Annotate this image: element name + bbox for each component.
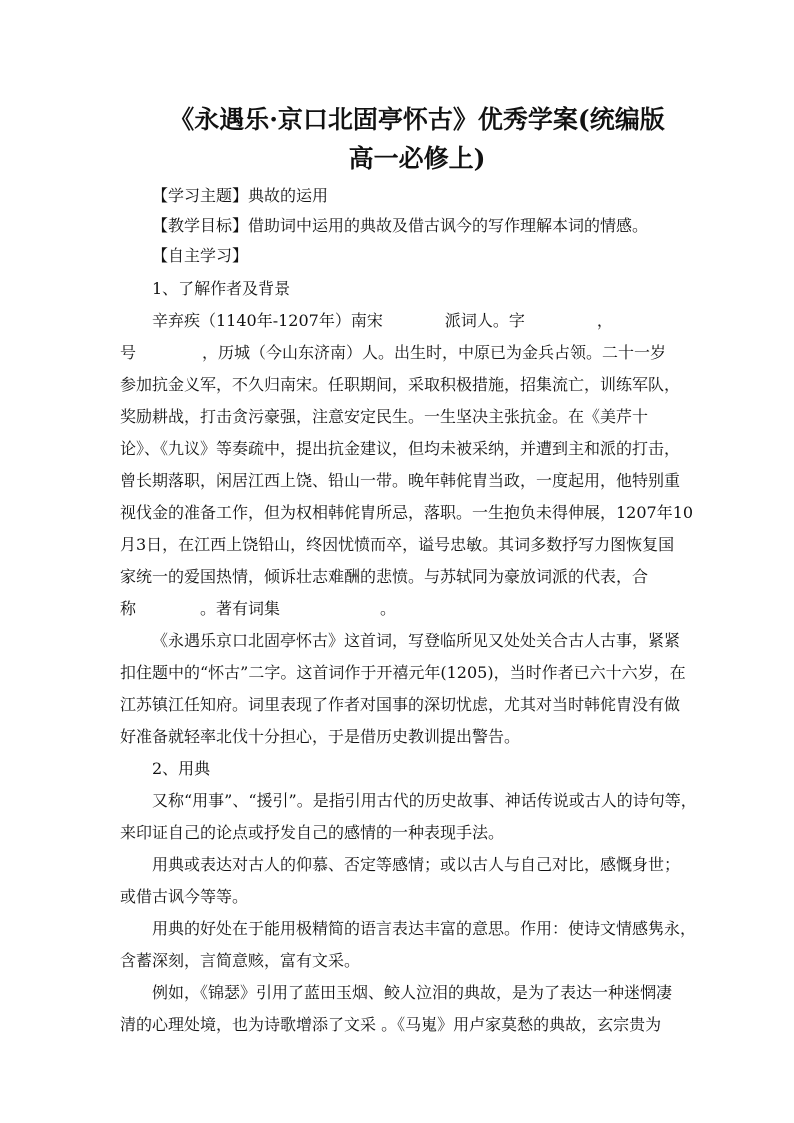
paragraph-line <box>152 310 680 332</box>
text-segment: 称 <box>120 599 137 618</box>
paragraph-line: 奖励耕战，打击贪污豪强，注意安定民生。一生坚决主张抗金。在《美芹十 <box>120 407 649 426</box>
paragraph-line: 《永遇乐京口北固亭怀古》这首词，写登临所见又处处关合古人古事，紧紧 <box>152 631 681 650</box>
section-self-study: 【自主学习】 <box>152 246 249 265</box>
paragraph-line: 好准备就轻率北伐十分担心，于是借历史教训提出警告。 <box>120 727 521 746</box>
paragraph-line: 清的心理处境，也为诗歌增添了文采 。《马嵬》用卢家莫愁的典故，玄宗贵为 <box>120 1015 662 1034</box>
paragraph-line: 含蓄深刻，言简意赅，富有文采。 <box>120 951 361 970</box>
text-segment: 。 <box>380 599 397 618</box>
text-segment: ， <box>596 311 613 330</box>
section-theme: 【学习主题】典故的运用 <box>152 186 329 205</box>
text-segment: 号 <box>120 343 137 362</box>
section-goal: 【教学目标】借助词中运用的典故及借古讽今的写作理解本词的情感。 <box>152 216 649 235</box>
paragraph-line: 论》、《九议》等奏疏中，提出抗金建议，但均未被采纳，并遭到主和派的打击， <box>120 439 681 458</box>
paragraph-line: 又称“用事”、“援引”。是指引用古代的历史故事、神话传说或古人的诗句等， <box>152 791 697 810</box>
text-segment: 。著有词集 <box>200 599 281 618</box>
paragraph-line: 用典或表达对古人的仰慕、否定等感情；或以古人与自己对比，感慨身世； <box>152 855 681 874</box>
paragraph-line: 参加抗金义军，不久归南宋。任职期间，采取积极措施，招集流亡，训练军队， <box>120 375 681 394</box>
part2-heading: 2、用典 <box>152 759 211 778</box>
part1-heading: 1、了解作者及背景 <box>152 279 291 298</box>
document-title-line-2: 高一必修上) <box>348 144 486 173</box>
paragraph-line: 江苏镇江任知府。词里表现了作者对国事的深切忧虑，尤其对当时韩侂胄没有做 <box>120 695 681 714</box>
paragraph-line: 视伐金的准备工作，但为权相韩侂胄所忌，落职。一生抱负未得伸展，1207年10 <box>120 503 694 522</box>
paragraph-line: 家统一的爱国热情，倾诉壮志难酬的悲愤。与苏轼同为豪放词派的代表，合 <box>120 567 649 586</box>
paragraph-line <box>120 598 680 620</box>
text-segment: 辛弃疾（1140年-1207年）南宋 <box>152 311 383 330</box>
paragraph-line: 或借古讽今等等。 <box>120 887 249 906</box>
text-segment: 派词人。字 <box>444 311 525 330</box>
paragraph-line: 例如，《锦瑟》引用了蓝田玉烟、鲛人泣泪的典故，是为了表达一种迷惘凄 <box>152 983 673 1002</box>
paragraph-line: 扣住题中的“怀古”二字。这首词作于开禧元年(1205)，当时作者已六十六岁，在 <box>120 663 686 682</box>
paragraph-line: 用典的好处在于能用极精简的语言表达丰富的意思。作用：使诗文情感隽永， <box>152 919 697 938</box>
paragraph-line <box>120 342 680 364</box>
paragraph-line: 曾长期落职，闲居江西上饶、铅山一带。晚年韩侂胄当政，一度起用，他特别重 <box>120 471 681 490</box>
text-segment: ，历城（今山东济南）人。出生时，中原已为金兵占领。二十一岁 <box>202 343 667 362</box>
document-title-line-1: 《永遇乐·京口北固亭怀古》优秀学案(统编版 <box>169 105 665 134</box>
paragraph-line: 月3日，在江西上饶铅山，终因忧愤而卒，谥号忠敏。其词多数抒写力图恢复国 <box>120 535 675 554</box>
paragraph-line: 来印证自己的论点或抒发自己的感情的一种表现手法。 <box>120 823 505 842</box>
